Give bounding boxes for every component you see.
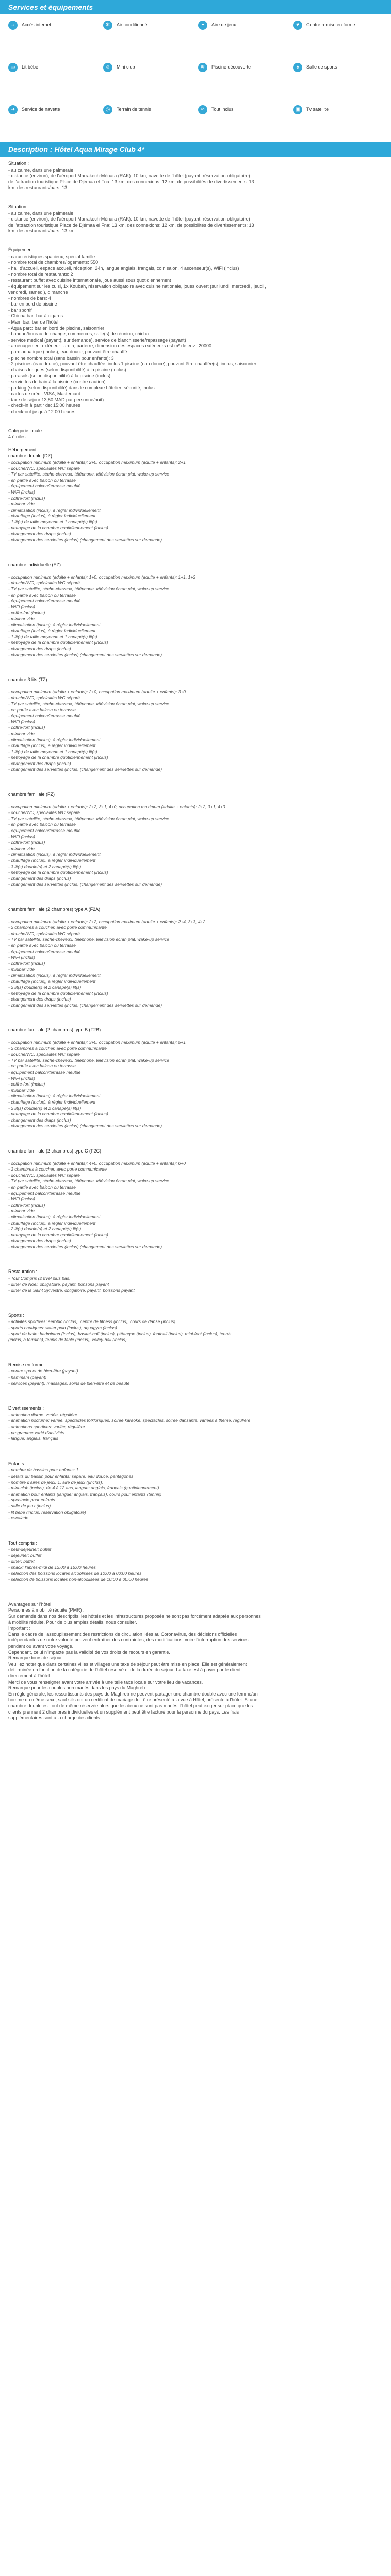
text-line: - distance (environ), de l'aéroport Marrakech-Ménara (RAK): 10 km, navette de l'hôtel (payant; réservation obligatoire) (8, 173, 250, 179)
amenity-label: Aire de jeux (211, 22, 236, 28)
list-item: - 2 chambres à coucher, avec porte communicante (8, 1166, 107, 1172)
text-line: - distance (environ), de l'aéroport Marrakech-Ménara (RAK): 10 km, navette de l'hôtel (payant; réservation obligatoire) (8, 216, 250, 222)
room-title: chambre familiale (2 chambres) type C (F2C) (8, 1148, 102, 1154)
list-item: - en partie avec balcon ou terrasse (8, 1063, 76, 1069)
text-line: - aménagement extérieur: jardin, parterre, dimension des espaces extérieurs est m² de env.: 20000 (8, 343, 212, 349)
list-item: - centre spa et de bien-être (payant) (8, 1368, 78, 1374)
list-item: - 1 lit(s) de taille moyenne et 1 canapé(s) lit(s) (8, 749, 97, 754)
amenity-item (8, 18, 98, 33)
closing-notes (8, 1602, 383, 1721)
text-line: - bar sportif (8, 307, 32, 313)
list-item: - climatisation (inclus), à régler individuellement (8, 507, 101, 513)
list-item: - WiFi (inclus) (8, 604, 35, 609)
wifi-icon: ≈ (8, 21, 18, 30)
list-item: - coffre-fort (inclus) (8, 960, 45, 966)
section-heading: Restauration : (8, 1269, 38, 1275)
spacer (8, 1350, 383, 1362)
list-item: - 2 chambres à coucher, avec porte communicante (8, 925, 107, 930)
spacer (8, 568, 383, 574)
room-title: chambre 3 lits (TZ) (8, 677, 47, 683)
text-line: supplémentaires sont à la charge des clients. (8, 1715, 102, 1721)
list-item: - changement des draps (inclus) (8, 760, 71, 766)
amenity-item (293, 102, 383, 117)
text-line: - taxe de séjour 13,50 MAD par personne/nuit) (8, 397, 104, 402)
list-item: - 2 lit(s) double(s) et 2 canapé(s) lit(s) (8, 1226, 82, 1232)
bed-icon: ▭ (8, 63, 18, 72)
text-line: pendant ou avant votre voyage. (8, 1643, 74, 1649)
list-item: - nettoyage de la chambre quotidiennement (inclus) (8, 755, 108, 760)
list-item: - escalade (8, 1515, 29, 1521)
section-enfants (8, 1461, 383, 1521)
spacer (8, 913, 383, 919)
list-item: - 2 lit(s) double(s) et 2 canapé(s) lit(s) (8, 1105, 82, 1111)
list-item: - changement des draps (inclus) (8, 531, 71, 537)
room-block (8, 1027, 383, 1129)
amenity-item (103, 102, 193, 117)
text-line: Avantages sur l'hôtel (8, 1601, 52, 1607)
list-item: - climatisation (inclus), à régler individuellement (8, 622, 101, 628)
list-item: - changement des serviettes (inclus) (changement des serviettes sur demande) (8, 537, 162, 543)
spacer (8, 683, 383, 689)
list-item: - changement des draps (inclus) (8, 1117, 71, 1123)
list-item: - en partie avec balcon ou terrasse (8, 942, 76, 948)
section-heading: Enfants : (8, 1461, 27, 1466)
text-line: - service médical (payant), sur demande), service de blanchisserie/repassage (payant) (8, 337, 186, 343)
list-item: - douche/WC, spécialités WC séparé (8, 580, 80, 586)
list-item: - chauffage (inclus), à régler individuellement (8, 1099, 96, 1105)
list-item: - changement des draps (inclus) (8, 996, 71, 1002)
text-line: - bar en bord de piscine (8, 301, 57, 307)
section-heading: Situation : (8, 204, 29, 209)
amenity-item (8, 102, 98, 117)
text-line: - parking (selon disponibilité) dans le complexe hôtelier: sécurité, inclus (8, 385, 155, 391)
list-item: - minibar vide (8, 616, 35, 621)
list-item: - services (payant): massages, soins de bien-être et de beauté (8, 1380, 130, 1386)
list-item: - nombre de bassins pour enfants: 1 (8, 1467, 79, 1473)
list-item: - animations sportives: variée, régulière (8, 1423, 85, 1429)
amenity-item (103, 18, 193, 33)
spacer (8, 779, 383, 792)
list-item: - dîner de Noël, obligatoire, payant, bonsons payant (8, 1281, 109, 1287)
spacer (8, 1257, 383, 1269)
amenity-label: Accès internet (22, 22, 52, 28)
text-line: - serviettes de bain à la piscine (contre caution) (8, 379, 106, 384)
list-item: - occupation minimum (adulte + enfants): 2+0, occupation maximum (adulte + enfants): 3+0 (8, 689, 186, 694)
list-item: - coffre-fort (inclus) (8, 725, 45, 731)
list-item: - en partie avec balcon ou terrasse (8, 707, 76, 713)
list-item: - changement des serviettes (inclus) (changement des serviettes sur demande) (8, 882, 162, 887)
text-line: clients prennent 2 chambres individuelles et un supplément peut être facturé pour la personne du pays. Les frais (8, 1709, 239, 1715)
list-item: - coffre-fort (inclus) (8, 840, 45, 845)
amenity-item (198, 60, 288, 75)
list-item: - douche/WC, spécialités WC séparé (8, 1172, 80, 1178)
section-heading: Équipement : (8, 247, 36, 252)
room-title: chambre individuelle (EZ) (8, 562, 61, 568)
snowflake-icon: ✻ (103, 21, 112, 30)
list-item: - en partie avec balcon ou terrasse (8, 592, 76, 598)
list-item: - changement des serviettes (inclus) (changement des serviettes sur demande) (8, 1002, 162, 1008)
list-item: - changement des draps (inclus) (8, 1238, 71, 1244)
list-item: - langue: anglais, français (8, 1436, 58, 1442)
list-item: - sélection des boissons locales alcoolisées de 10:00 à 00:00 heures (8, 1570, 142, 1576)
list-item: - 2 chambres à coucher, avec porte communicante (8, 1045, 107, 1051)
list-item: - occupation minimum (adulte + enfants): 4+0, occupation maximum (adulte + enfants): 6+0 (8, 1160, 186, 1166)
amenity-label: Tout inclus (211, 107, 234, 112)
list-item: - minibar vide (8, 1087, 35, 1093)
room-block (8, 677, 383, 773)
list-item: - dîner de la Saint Sylvestre, obligatoire, payant, boissons payant (8, 1287, 135, 1293)
text-line: Remarque pour les couples non mariés dans les pays du Maghreb (8, 1685, 145, 1691)
list-item: - douche/WC, spécialités WC séparé (8, 465, 80, 471)
section-bienetre (8, 1362, 383, 1386)
text-line: Dans le cadre de l'assouplissement des restrictions de circulation liées au Coronavirus, des décisions officielles (8, 1631, 237, 1637)
spacer (8, 198, 383, 204)
text-line: km, des restaurants/bars: 13 km (8, 228, 75, 234)
text-line: - au calme, dans une palmeraie (8, 210, 74, 216)
text-line: - parasols (selon disponibilité) à la piscine (inclus) (8, 373, 111, 379)
list-item: - minibar vide (8, 967, 35, 972)
list-item: - changement des draps (inclus) (8, 875, 71, 881)
section-heading: Sports : (8, 1312, 25, 1318)
text-line: - nombre total de chambres/logements: 550 (8, 260, 99, 265)
list-item: - hammam (payant) (8, 1375, 47, 1380)
text-line: de l'attraction touristique Place de Djémaa el Fna: 13 km, des connexions: 12 km, de possibilités de divertissements: 13 (8, 222, 254, 228)
section-sports (8, 1313, 383, 1343)
list-item: - sélection de boissons locales non-alcoolisées de 10:00 à 00:00 heures (8, 1577, 149, 1582)
list-item: - équipement balcon/terrasse meublé (8, 713, 81, 719)
text-line: déterminée en fonction de la catégorie de l'hôtel réservé et de la durée du séjour. La taxe est à payer par le client (8, 1667, 241, 1673)
list-item: - salle de jeux (inclus) (8, 1503, 51, 1509)
list-item: - nettoyage de la chambre quotidiennement (inclus) (8, 640, 108, 646)
amenity-label: Tv satellite (306, 107, 329, 112)
section-divertissement (8, 1405, 383, 1442)
spacer (8, 798, 383, 804)
spacer (8, 1033, 383, 1040)
text-line: Sur demande dans nos descriptifs, les hôtels et les infrastructures proposés ne sont pas forcément adaptés aux personnes (8, 1614, 261, 1619)
spacer (8, 1155, 383, 1161)
list-item: - TV par satellite, sèche-cheveux, téléphone, télévision écran plat, wake-up service (8, 816, 169, 821)
text-line: Merci de vous renseigner avant votre arrivée à une telle taxe locale sur votre lieu de vacances. (8, 1679, 203, 1685)
pool-icon: ≋ (198, 63, 207, 72)
list-item: - en partie avec balcon ou terrasse (8, 822, 76, 827)
list-item: - minibar vide (8, 731, 35, 736)
text-line: homme du même sexe, sauf s'ils ont un certificat de mariage doit être présenté à la vue à Hôtel, présente à l'hôtel. Si une (8, 1697, 258, 1703)
list-item: - animation pour enfants (langue: anglais, français), cours pour enfants (tennis) (8, 1491, 162, 1497)
list-item: - minibar vide (8, 845, 35, 851)
tennis-icon: ◎ (103, 105, 112, 114)
list-item: - TV par satellite, sèche-cheveux, téléphone, télévision écran plat, wake-up service (8, 1178, 169, 1184)
text-line: - cartes de crédit VISA, Mastercard (8, 391, 81, 397)
amenity-label: Lit bébé (22, 64, 39, 70)
list-item: - occupation minimum (adulte + enfants): 1+0, occupation maximum (adulte + enfants): 1+1, 1+2 (8, 574, 196, 580)
spacer (8, 422, 383, 428)
list-item: - équipement balcon/terrasse meublé (8, 483, 81, 489)
text-line: Remarque tours de séjour (8, 1655, 62, 1661)
text-line: - check-out jusqu'à 12:00 heures (8, 409, 76, 414)
room-title: chambre familiale (FZ) (8, 792, 55, 798)
list-item: - WiFi (inclus) (8, 1075, 35, 1081)
list-item: - changement des draps (inclus) (8, 646, 71, 651)
amenity-item (293, 18, 383, 33)
text-line: directement à l'hôtel. (8, 1673, 51, 1679)
list-item: - 2 lit(s) double(s) et 2 canapé(s) lit(s) (8, 985, 82, 990)
list-item: - douche/WC, spécialités WC séparé (8, 1052, 80, 1057)
room-block (8, 562, 383, 658)
section-toutcompris (8, 1540, 383, 1583)
text-line: km, des restaurants/bars: 13... (8, 185, 71, 191)
list-item: - animation nocturne: variée, spectacles folkloriques, soirée karaoke, spectacles, soirée dansante, variées à thème, régulière (8, 1418, 251, 1423)
amenities-grid (0, 14, 391, 142)
room-block (8, 1148, 383, 1250)
list-item: - en partie avec balcon ou terrasse (8, 477, 76, 483)
all-inclusive-icon: ∞ (198, 105, 207, 114)
text-line: - au calme, dans une palmeraie (8, 167, 74, 173)
list-item: - coffre-fort (inclus) (8, 1081, 45, 1087)
spacer (8, 1449, 383, 1461)
list-item: - nettoyage de la chambre quotidiennement (inclus) (8, 525, 108, 531)
list-item: - nettoyage de la chambre quotidiennement (inclus) (8, 990, 108, 996)
room-block (8, 907, 383, 1009)
section-equipement (8, 247, 383, 415)
list-item: - coffre-fort (inclus) (8, 1202, 45, 1208)
list-item: - lit bébé (inclus, réservation obligatoire) (8, 1509, 86, 1515)
text-line: Personnes à mobilité réduite (PMR) : (8, 1607, 85, 1613)
text-line: - nombres de bars: 4 (8, 295, 52, 301)
text-line: Important : (8, 1625, 31, 1631)
list-item: - changement des serviettes (inclus) (changement des serviettes sur demande) (8, 652, 162, 657)
list-item: - chauffage (inclus), à régler individuellement (8, 628, 96, 634)
text-line: - Aqua parc: bar en bord de piscine, saisonnier (8, 325, 105, 331)
spacer (8, 1300, 383, 1313)
list-item: (inclus, à terrains), tennis de table (inclus), volley-ball (inclus) (8, 1337, 127, 1343)
list-item: - TV par satellite, sèche-cheveux, téléphone, télévision écran plat, wake-up service (8, 586, 169, 592)
text-line: de l'attraction touristique Place de Djémaa el Fna: 13 km, des connexions: 12 km, de possibilités de divertissements: 13 (8, 179, 254, 184)
list-item: - en partie avec balcon ou terrasse (8, 1184, 76, 1190)
text-line: - parc aquatique (inclus), eau douce, pouvant être chauffé (8, 349, 127, 355)
text-line: Cependant, celui n'impacte pas la validité de vos droits de recours en garantie. (8, 1649, 170, 1655)
list-item: - changement des serviettes (inclus) (changement des serviettes sur demande) (8, 767, 162, 772)
list-item: - TV par satellite, sèche-cheveux, téléphone, télévision écran plat, wake-up service (8, 937, 169, 942)
spacer (8, 1589, 383, 1602)
list-item: - climatisation (inclus), à régler individuellement (8, 1093, 101, 1099)
text-line: - hall d'accueil, espace accueil, réception, 24h, langue anglais, français, coin salon, 4 ascenseur(s), WiFi (inclus) (8, 265, 239, 271)
list-item: - WiFi (inclus) (8, 719, 35, 724)
amenity-item (103, 60, 193, 75)
list-item: - 1 lit(s) de taille moyenne et 1 canapé(s) lit(s) (8, 634, 97, 639)
section-situation1 (8, 161, 383, 191)
description-body (0, 157, 391, 1721)
text-line: - restaurant buffet avec cuisine internationale, joue aussi sous quotidiennement (8, 277, 171, 283)
playground-icon: ◓ (198, 21, 207, 30)
section-situation2 (8, 204, 383, 234)
text-line: En règle générale, les ressortissants des pays du Maghreb ne peuvent partager une chambre double avec une femme/un (8, 1691, 258, 1697)
amenities-title: Services et équipements (0, 0, 391, 14)
section-heading: Tout compris : (8, 1540, 38, 1546)
miniclub-icon: ☺ (103, 63, 112, 72)
text-line: chambre double est tout de même réservée alors que les deux ne sont pas mariés, l'hôtel peut exiger sur place que les (8, 1703, 253, 1708)
list-item: - climatisation (inclus), à régler individuellement (8, 1214, 101, 1219)
list-item: - nettoyage de la chambre quotidiennement (inclus) (8, 1111, 108, 1117)
section-heading: Hébergement : (8, 447, 39, 452)
spacer (8, 665, 383, 677)
amenity-label: Salle de sports (306, 64, 337, 70)
section-heading: Remise en forme : (8, 1362, 46, 1367)
list-item: - équipement balcon/terrasse meublé (8, 1070, 81, 1075)
amenity-item (198, 18, 288, 33)
section-categorie (8, 428, 383, 440)
text-line: - nombre total de restaurants: 2 (8, 272, 73, 277)
section-heading: Catégorie locale : (8, 428, 45, 433)
list-item: - détails du bassin pour enfants: séparé, eau douce, pentagônes (8, 1473, 134, 1479)
list-item: - occupation minimum (adulte + enfants): 2+2, occupation maximum (adulte + enfants): 2+4, 3+3, 4+2 (8, 919, 206, 924)
text-line: - 2 piscines (eau douce), pouvant être chauffée, inclus 1 piscine (eau douce), pouvant être chauffée(s), inclus, saisonnier (8, 361, 256, 367)
list-item: - nettoyage de la chambre quotidiennement (inclus) (8, 870, 108, 875)
list-item: - climatisation (inclus), à régler individuellement (8, 852, 101, 857)
text-line: - Mam bar: bar de l'hôtel (8, 319, 59, 325)
list-item: - TV par satellite, sèche-cheveux, téléphone, télévision écran plat, wake-up service (8, 471, 169, 477)
list-item: - activités sportives: aérobic (inclus), centre de fitness (inclus), cours de danse (inclus) (8, 1319, 176, 1325)
text-line: - caractéristiques spacieux, spécial famille (8, 253, 95, 259)
list-item: - chauffage (inclus), à régler individuellement (8, 978, 96, 984)
text-line: - piscine nombre total (sans bassin pour enfants): 3 (8, 355, 114, 361)
list-item: - chauffage (inclus), à régler individuellement (8, 858, 96, 863)
room-title: chambre familiale (2 chambres) type A (F2A) (8, 906, 101, 912)
list-item: - spectacle pour enfants (8, 1497, 55, 1503)
amenity-item (198, 102, 288, 117)
list-item: - douche/WC, spécialités WC séparé (8, 695, 80, 701)
list-item: - chauffage (inclus), à régler individuellement (8, 513, 96, 519)
list-item: - mini-club (inclus), de 4 à 12 ans, langue: anglais, français (quotidiennement) (8, 1485, 159, 1491)
list-item: - occupation minimum (adulte + enfants): 2+0, occupation maximum (adulte + enfants): 2+1 (8, 459, 186, 465)
list-item: - climatisation (inclus), à régler individuellement (8, 737, 101, 742)
room-title: chambre familiale (2 chambres) type B (F2B) (8, 1027, 101, 1033)
list-item: - chauffage (inclus), à régler individuellement (8, 743, 96, 749)
list-item: - programme varié d'activités (8, 1430, 64, 1435)
list-item: - coffre-fort (inclus) (8, 610, 45, 616)
list-item: - équipement balcon/terrasse meublé (8, 598, 81, 604)
text-line: - check-in à partir de: 15:00 heures (8, 403, 80, 409)
spacer (8, 1393, 383, 1405)
list-item: - Tout Compris (2 trvel plus bas) (8, 1276, 71, 1281)
spacer (8, 1015, 383, 1027)
tv-icon: ▣ (293, 105, 302, 114)
shuttle-icon: ➜ (8, 105, 18, 114)
list-item: - changement des serviettes (inclus) (changement des serviettes sur demande) (8, 1123, 162, 1129)
list-item: - équipement balcon/terrasse meublé (8, 948, 81, 954)
text-line: vendredi, samedi), dimanche (8, 290, 68, 295)
list-item: - WiFi (inclus) (8, 1196, 35, 1202)
list-item: - nettoyage de la chambre quotidiennement (inclus) (8, 1232, 108, 1238)
list-item: - dîner: buffet (8, 1558, 35, 1564)
text-line: indépendantes de notre volonté peuvent entraîner des contraintes, des modifications, voire l'interruption des services (8, 1637, 249, 1643)
amenity-label: Terrain de tennis (117, 107, 151, 112)
list-item: - minibar vide (8, 1208, 35, 1214)
amenity-label: Centre remise en forme (306, 22, 355, 28)
list-item: - climatisation (inclus), à régler individuellement (8, 972, 101, 978)
list-item: - équipement balcon/terrasse meublé (8, 1190, 81, 1196)
room-block (8, 792, 383, 888)
amenity-item (293, 60, 383, 75)
spacer (8, 1136, 383, 1148)
list-item: - occupation minimum (adulte + enfants): 3+0, occupation maximum (adulte + enfants): 5+1 (8, 1040, 186, 1045)
list-item: - occupation minimum (adulte + enfants): 2+2, 3+1, 4+0, occupation maximum (adulte + enfants): 2+2, 3+1, 4+0 (8, 804, 225, 809)
text-line: 4 étoiles (8, 434, 26, 440)
text-line: à mobilité réduite. Pour de plus amples détails, nous consulter. (8, 1619, 137, 1625)
list-item: - douche/WC, spécialités WC séparé (8, 930, 80, 936)
text-line: - équipement sur les cuisi, 1x Koubah, réservation obligatoire avec cuisine nationale, joues ouvert (sur lundi, mercredi , jeudi , (8, 283, 266, 289)
list-item: - WiFi (inclus) (8, 955, 35, 960)
spacer (8, 894, 383, 907)
list-item: - 3 lit(s) double(s) et 2 canapé(s) lit(s) (8, 863, 82, 869)
text-line: - chaises longues (selon disponibilité) à la piscine (inclus) (8, 367, 126, 372)
list-item: - 1 lit(s) de taille moyenne et 1 canapé(s) lit(s) (8, 519, 97, 524)
list-item: - WiFi (inclus) (8, 834, 35, 839)
list-item: - chauffage (inclus), à régler individuellement (8, 1220, 96, 1226)
list-item: - coffre-fort (inclus) (8, 495, 45, 501)
amenity-item (8, 60, 98, 75)
spacer (8, 1528, 383, 1540)
list-item: - minibar vide (8, 501, 35, 507)
list-item: - petit-déjeuner: buffet (8, 1547, 52, 1552)
section-heading: Situation : (8, 161, 29, 166)
description-title: Description : Hôtel Aqua Mirage Club 4* (0, 142, 391, 157)
list-item: - animation diurne: variée, régulière (8, 1412, 77, 1417)
list-item: - nombre d'aires de jeux: 1, aire de jeux ((inclus)) (8, 1479, 104, 1485)
list-item: - snack: l'après-midi de 12:00 à 16:00 heures (8, 1565, 96, 1570)
fitness-icon: ♥ (293, 21, 302, 30)
text-line: - Chicha bar: bar à cigares (8, 313, 63, 319)
games-room-icon: ♠ (293, 63, 302, 72)
list-item: - sports nautiques: water polo (inclus), aquagym (inclus) (8, 1325, 117, 1331)
section-subheading: chambre double (DZ) (8, 453, 53, 459)
section-restauration (8, 1269, 383, 1293)
text-line: Veuillez noter que dans certaines villes et villages une taxe de séjour peut être mise en place. Elle est généralement (8, 1661, 247, 1667)
list-item: - TV par satellite, sèche-cheveux, téléphone, télévision écran plat, wake-up service (8, 701, 169, 706)
list-item: - équipement balcon/terrasse meublé (8, 828, 81, 834)
amenity-label: Air conditionné (117, 22, 148, 28)
amenity-label: Mini club (117, 64, 135, 70)
spacer (8, 241, 383, 247)
text-line: - banque/bureau de change, commerces, salle(s) de réunion, chicha (8, 331, 149, 337)
section-hebergement (8, 447, 383, 544)
list-item: - douche/WC, spécialités WC séparé (8, 810, 80, 816)
list-item: - WiFi (inclus) (8, 489, 35, 495)
list-item: - sport de balle: badminton (inclus), basket-ball (inclus), pétanque (inclus), football (inclus), mini-foot (inclus), tennis (8, 1331, 232, 1336)
list-item: - changement des serviettes (inclus) (changement des serviettes sur demande) (8, 1244, 162, 1249)
amenity-label: Service de navette (22, 107, 60, 112)
list-item: - déjeuner: buffet (8, 1552, 42, 1558)
section-heading: Divertissements : (8, 1405, 44, 1411)
spacer (8, 550, 383, 562)
list-item: - TV par satellite, sèche-cheveux, téléphone, télévision écran plat, wake-up service (8, 1057, 169, 1063)
amenity-label: Piscine découverte (211, 64, 251, 70)
